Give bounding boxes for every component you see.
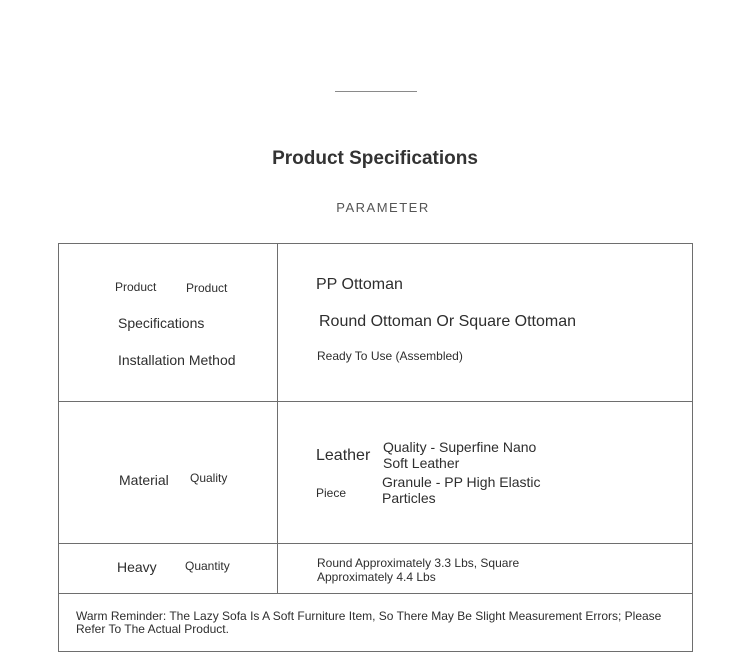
table-border-top	[58, 243, 693, 244]
row-divider	[58, 543, 693, 544]
decorative-divider	[335, 91, 417, 92]
specifications-label: Specifications	[118, 315, 205, 331]
weight-label-b: Quantity	[185, 559, 230, 573]
weight-value: Round Approximately 3.3 Lbs, Square Approximately 4.4 Lbs	[317, 556, 520, 584]
page-subtitle: PARAMETER	[336, 200, 430, 215]
material-value-1b: Quality - Superfine Nano Soft Leather	[383, 439, 537, 471]
table-border-bottom	[58, 651, 693, 652]
material-value-2b: Granule - PP High Elastic Particles	[382, 474, 541, 506]
specifications-value: Round Ottoman Or Square Ottoman	[319, 313, 577, 330]
row-divider	[58, 593, 693, 594]
product-value: PP Ottoman	[316, 276, 403, 293]
weight-label-a: Heavy	[117, 559, 157, 575]
material-label-b: Quality	[190, 471, 228, 485]
warm-reminder: Warm Reminder: The Lazy Sofa Is A Soft Furniture Item, So There May Be Slight Measurement Errors; Please Refer To The Actual Product.	[76, 609, 662, 636]
product-label-b: Product	[186, 281, 228, 295]
table-border-right	[692, 243, 693, 652]
table-border-left	[58, 243, 59, 652]
installation-value: Ready To Use (Assembled)	[317, 349, 463, 363]
material-value-2a: Piece	[316, 486, 347, 500]
material-value-1a: Leather	[316, 447, 371, 464]
installation-label: Installation Method	[118, 352, 236, 368]
page-title: Product Specifications	[272, 148, 478, 169]
product-label-a: Product	[115, 280, 157, 294]
column-divider	[277, 243, 278, 594]
row-divider	[58, 401, 693, 402]
material-label-a: Material	[119, 472, 169, 488]
